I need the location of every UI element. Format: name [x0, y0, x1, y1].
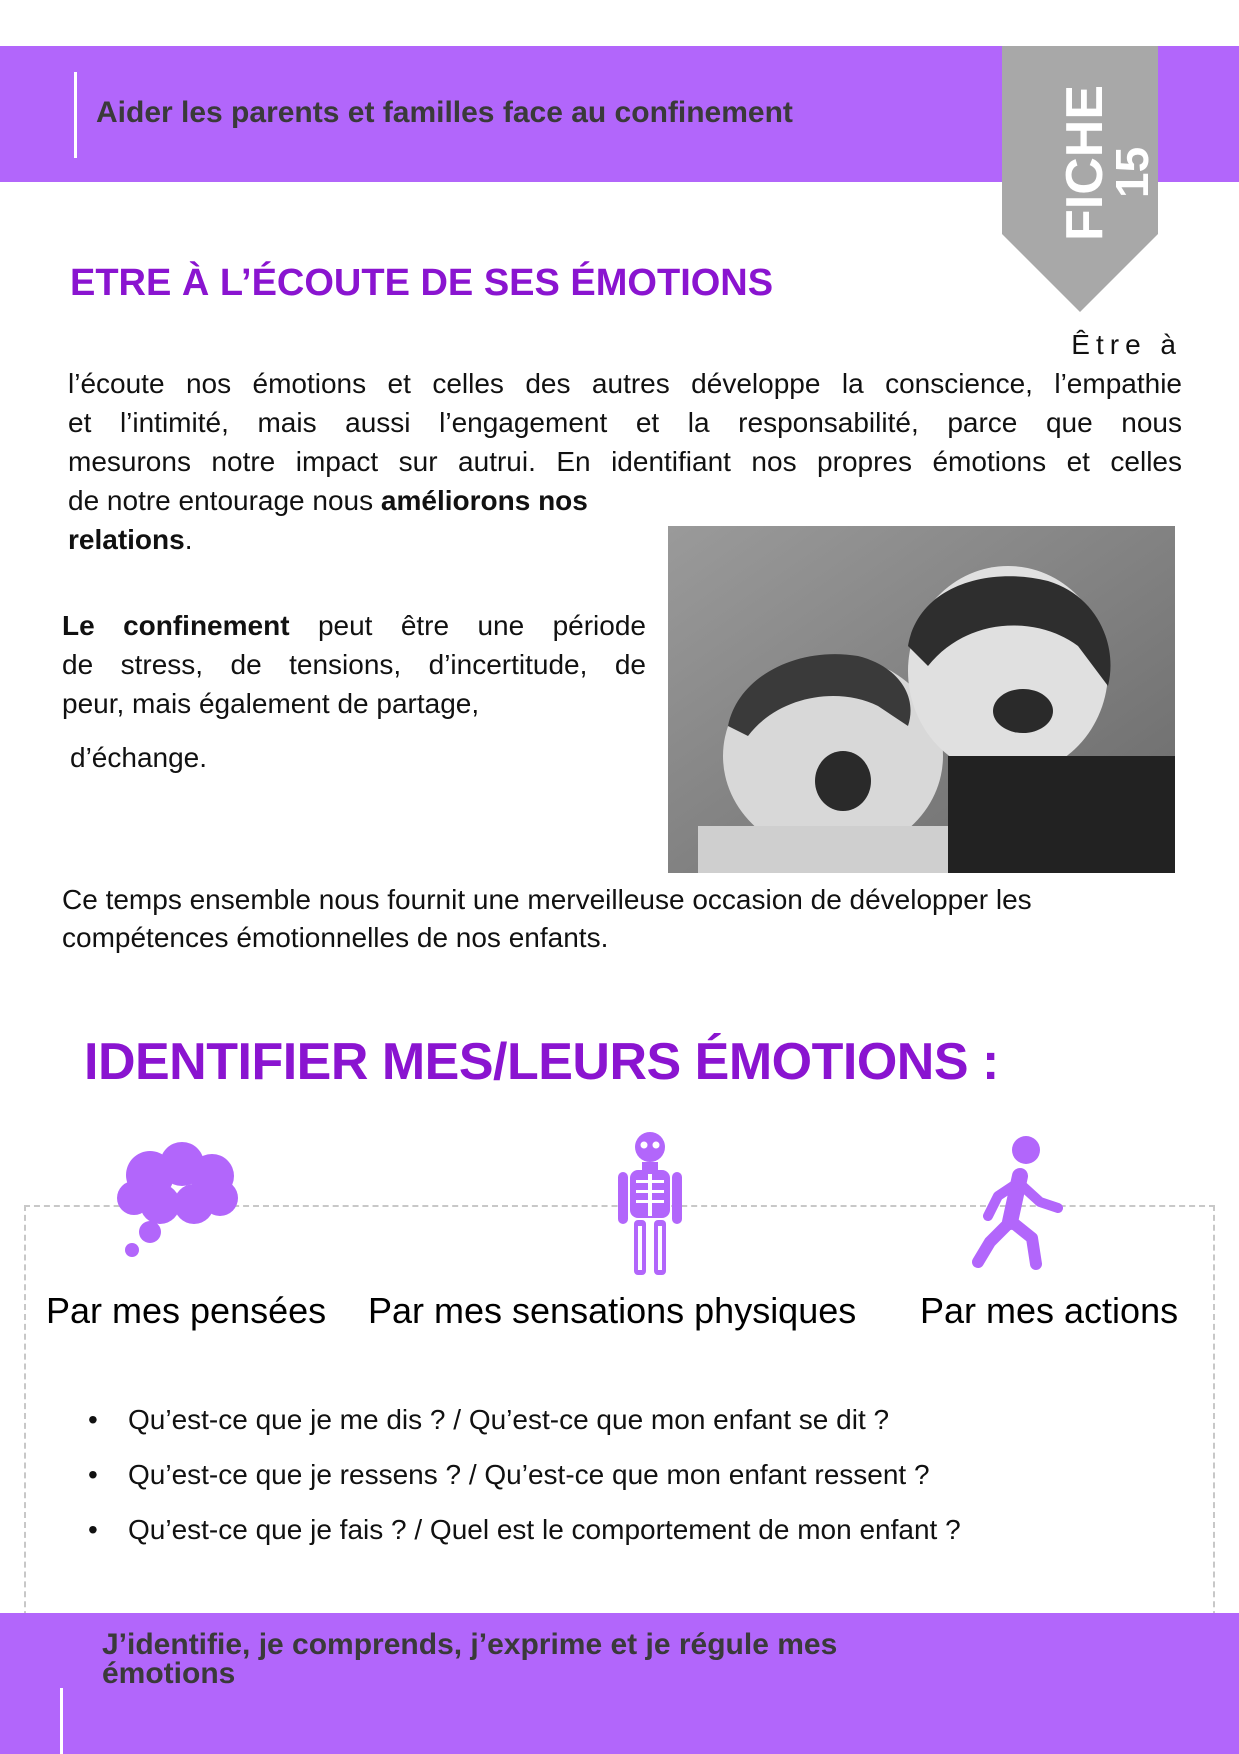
- closing-line: compétences émotionnelles de nos enfants.: [62, 922, 609, 953]
- category-thoughts: Par mes pensées: [46, 1290, 327, 1331]
- conf-line: d’échange.: [70, 742, 208, 773]
- category-actions: Par mes actions: [920, 1290, 1179, 1331]
- bullet: •: [88, 1514, 98, 1545]
- questions-list: [88, 1400, 1188, 1565]
- section-heading-emotions: ETRE À L’ÉCOUTE DE SES ÉMOTIONS: [70, 262, 774, 304]
- bullet: •: [88, 1404, 98, 1435]
- intro-line: l’écoute nos émotions et celles des autres développe la conscience, l’empathie: [68, 368, 1182, 399]
- intro-tail: de notre entourage nous: [68, 485, 374, 516]
- intro-line: mesurons notre impact sur autrui. En identifiant nos propres émotions et celles: [68, 446, 1182, 477]
- conf-line: de stress, de tensions, d’incertitude, de: [62, 649, 646, 680]
- question-text: Qu’est-ce que je me dis ? / Qu’est-ce que mon enfant se dit ?: [128, 1404, 890, 1435]
- section-heading-identify: IDENTIFIER MES/LEURS ÉMOTIONS :: [84, 1033, 999, 1091]
- intro-line: et l’intimité, mais aussi l’engagement et la responsabilité, parce que nous: [68, 407, 1182, 438]
- question-item: [88, 1400, 1188, 1455]
- category-physical-sensations: Par mes sensations physiques: [368, 1290, 857, 1331]
- intro-bold: améliorons nos: [380, 485, 588, 516]
- conf-bold: Le confinement: [62, 610, 290, 641]
- footer-divider: [60, 1688, 63, 1754]
- bullet: •: [88, 1459, 98, 1490]
- thought-cloud-icon: [112, 1140, 247, 1265]
- intro-period: .: [184, 524, 193, 555]
- conf-line: [62, 606, 646, 645]
- question-item: [88, 1455, 1188, 1510]
- question-text: Qu’est-ce que je fais ? / Quel est le comportement de mon enfant ?: [128, 1514, 961, 1545]
- intro-line: [68, 481, 1182, 520]
- conf-rest: peut être une période: [317, 610, 646, 641]
- closing-line: Ce temps ensemble nous fournit une merveilleuse occasion de développer les: [62, 884, 1032, 915]
- header-divider: [74, 72, 77, 158]
- children-laughing-photo: [668, 526, 1175, 873]
- intro-first-words: Être à: [1071, 329, 1182, 360]
- header-title: Aider les parents et familles face au confinement: [96, 96, 793, 129]
- confinement-paragraph: [62, 606, 646, 723]
- fiche-label: FICHE: [1056, 85, 1114, 241]
- question-text: Qu’est-ce que je ressens ? / Qu’est-ce que mon enfant ressent ?: [128, 1459, 930, 1490]
- fiche-number: 15: [1106, 146, 1158, 198]
- skeleton-icon: [612, 1130, 688, 1275]
- conf-line: peur, mais également de partage,: [62, 688, 480, 719]
- intro-bold: relations: [68, 524, 185, 555]
- walking-person-icon: [970, 1134, 1075, 1274]
- fiche-ribbon: [1002, 46, 1158, 312]
- question-item: [88, 1510, 1188, 1565]
- footer-line: émotions: [102, 1657, 236, 1690]
- footer-line: J’identifie, je comprends, j’exprime et je régule mes: [102, 1628, 838, 1661]
- footer-message: [102, 1630, 1002, 1688]
